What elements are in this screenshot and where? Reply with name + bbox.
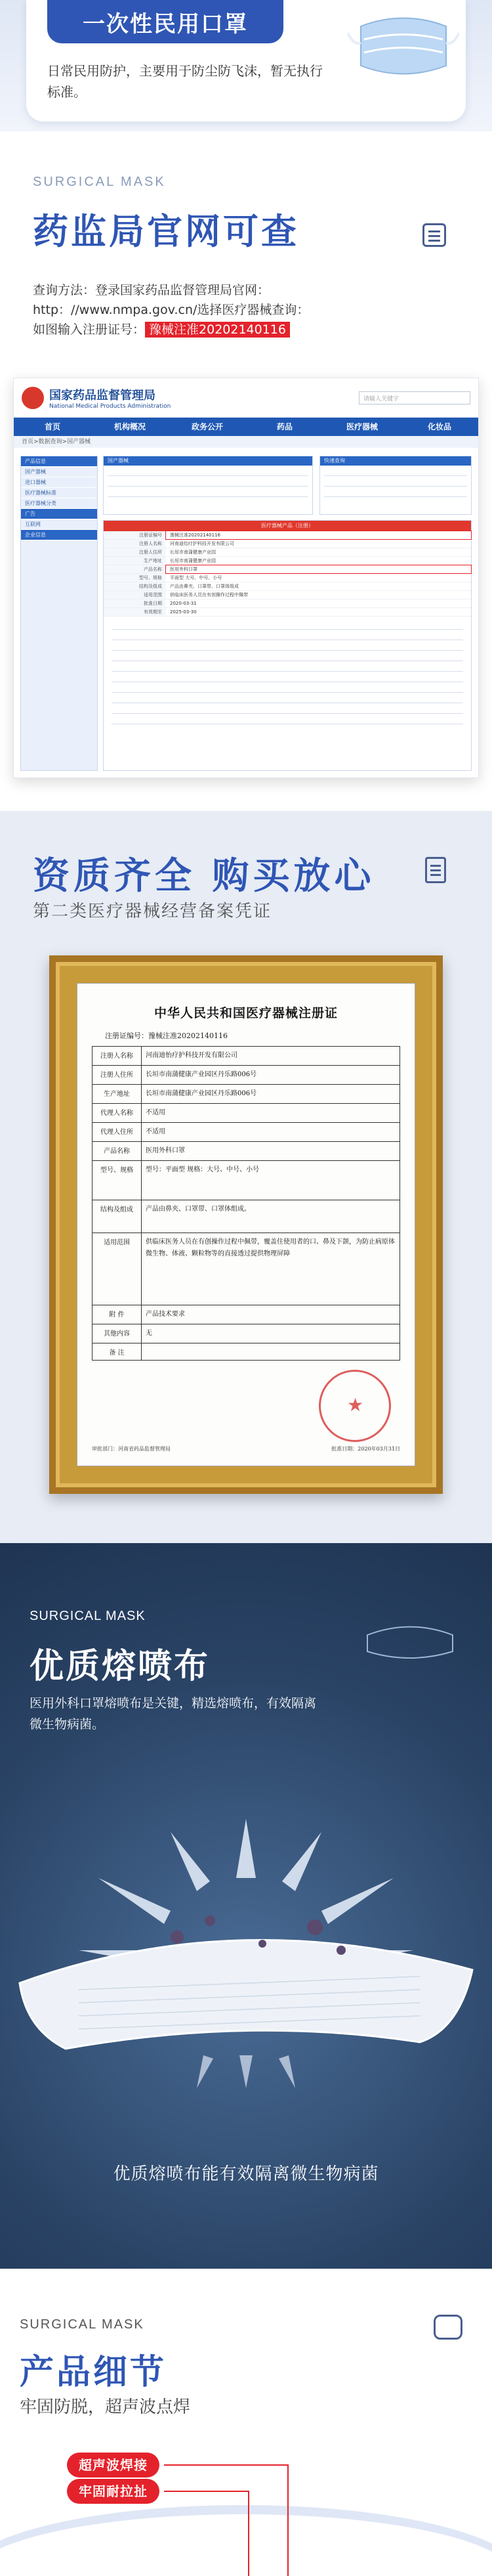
table-row: 注册人住所 长垣市南蒲健康产业园区丹乐路006号 bbox=[92, 1066, 400, 1085]
table-row: 注册人名称 河南迪怡疗护科技开发有限公司 bbox=[92, 1047, 400, 1066]
table-row: 生产地址 长垣市南蒲健康产业园区丹乐路006号 bbox=[92, 1085, 400, 1104]
query-line-2: http：//www.nmpa.gov.cn/选择医疗器械查询： bbox=[33, 303, 310, 317]
device-record-table bbox=[103, 520, 472, 771]
menu-item: 国产器械 bbox=[21, 467, 97, 477]
certificate-number: 注册证编号：豫械注准20202140116 bbox=[105, 1032, 228, 1040]
detail-tag: 牢固耐拉扯 bbox=[67, 2479, 159, 2504]
table-notes bbox=[104, 617, 471, 731]
nav-item: 首页 bbox=[44, 422, 60, 431]
product-details-section bbox=[0, 2269, 492, 2576]
table-row: 生产地址 长垣市南蒲健康产业园 bbox=[104, 557, 471, 565]
table-row: 注册人住所 长垣市南蒲健康产业园 bbox=[104, 548, 471, 557]
section-subtitle: 牢固防脱，超声波点焊 bbox=[20, 2397, 191, 2417]
section-eyebrow: SURGICAL MASK bbox=[30, 1609, 146, 1623]
certificate-footer bbox=[92, 1445, 400, 1452]
site-quick-search bbox=[319, 456, 472, 515]
nav-item: 医疗器械 bbox=[346, 422, 378, 431]
section-title: 药监局官网可查 bbox=[33, 211, 299, 252]
nmpa-query-section bbox=[0, 131, 492, 811]
query-line-3 bbox=[33, 320, 290, 339]
official-seal bbox=[319, 1370, 391, 1442]
table-row: 型号、规格 平面型 大号、中号、小号 bbox=[104, 574, 471, 582]
section-description: 医用外科口罩熔喷布是关键，精选熔喷布，有效隔离微生物病菌。 bbox=[30, 1696, 317, 1732]
menu-item: 医疗器械分类 bbox=[21, 498, 97, 509]
registration-number: 豫械注准20202140116 bbox=[145, 322, 290, 338]
query-line-1: 查询方法：登录国家药品监督管理局官网： bbox=[33, 283, 270, 297]
table-row: 型号、规格 型号：平面型 规格：大号、中号、小号 bbox=[92, 1161, 400, 1200]
menu-item: 企业信息 bbox=[21, 530, 97, 540]
site-name-en: National Medical Products Administration bbox=[49, 403, 171, 410]
query-line-3-label: 如图输入注册证号： bbox=[33, 322, 146, 337]
site-nav bbox=[14, 418, 478, 436]
table-row: 注册证编号 豫械注准20202140116 bbox=[104, 531, 471, 540]
certificate-paper bbox=[77, 983, 415, 1466]
table-row: 注册人名称 河南迪怡疗护科技开发有限公司 bbox=[104, 540, 471, 548]
site-breadcrumb: 首页>数据查询>国产器械 bbox=[14, 436, 478, 448]
nav-item: 政务公开 bbox=[191, 422, 223, 431]
table-row: 其他内容 无 bbox=[92, 1324, 400, 1343]
menu-item: 医疗器械标准 bbox=[21, 488, 97, 498]
nav-item: 机构概况 bbox=[113, 422, 146, 431]
table-row: 批准日期 2020-03-31 bbox=[104, 600, 471, 608]
product-type-description: 日常民用防护，主要用于防尘防飞沫，暂无执行标准。 bbox=[47, 63, 323, 100]
nmpa-logo-icon bbox=[22, 387, 44, 409]
certificate-frame bbox=[49, 955, 443, 1494]
site-left-menu bbox=[20, 456, 98, 771]
callout-line bbox=[164, 2491, 249, 2576]
table-row: 适用范围 供临床医务人员在有创操作过程中佩带 bbox=[104, 591, 471, 600]
section-eyebrow: SURGICAL MASK bbox=[33, 175, 166, 189]
table-row: 有效期至 2025-03-30 bbox=[104, 608, 471, 617]
detail-tag: 超声波焊接 bbox=[67, 2453, 159, 2478]
meltblown-illustration bbox=[0, 1779, 492, 2147]
table-row: 附 件 产品技术要求 bbox=[92, 1305, 400, 1324]
table-row: 备 注 bbox=[92, 1343, 400, 1360]
section-title: 资质齐全 购买放心 bbox=[33, 855, 375, 898]
menu-item: 互联网 bbox=[21, 519, 97, 530]
meltblown-caption: 优质熔喷布能有效隔离微生物病菌 bbox=[113, 2164, 379, 2184]
table-row: 代理人名称 不适用 bbox=[92, 1104, 400, 1123]
mask-face-icon bbox=[434, 2315, 462, 2340]
section-title: 产品细节 bbox=[20, 2353, 167, 2392]
document-icon bbox=[422, 223, 446, 247]
nmpa-website-screenshot bbox=[13, 378, 479, 778]
table-row: 结构及组成 产品由鼻夹、口罩带、口罩体组成。 bbox=[92, 1200, 400, 1233]
section-title: 优质熔喷布 bbox=[30, 1647, 211, 1686]
site-header bbox=[14, 378, 478, 418]
approval-authority: 审批部门：河南省药品监督管理局 bbox=[92, 1446, 171, 1452]
menu-item: 进口器械 bbox=[21, 477, 97, 488]
table-row: 产品名称 医用外科口罩 bbox=[104, 565, 471, 574]
nav-item: 药品 bbox=[276, 422, 293, 431]
table-row: 结构及组成 产品由鼻夹、口罩带、口罩体组成 bbox=[104, 582, 471, 591]
table-header: 医疗器械产品（注册） bbox=[104, 521, 471, 531]
table-row: 产品名称 医用外科口罩 bbox=[92, 1142, 400, 1161]
mask-image bbox=[348, 7, 459, 85]
menu-item: 产品信息 bbox=[21, 456, 97, 467]
panel-title: 快速查询 bbox=[320, 456, 471, 466]
menu-item: 广告 bbox=[21, 509, 97, 519]
product-type-title: 一次性民用口罩 bbox=[47, 0, 283, 43]
table-row: 适用范围 供临床医务人员在有创操作过程中佩带，覆盖住使用者的口、鼻及下颌，为防止病原体微生物、体液、颗粒物等的直接透过提供物理屏障 bbox=[92, 1233, 400, 1305]
site-search-input: 请输入关键字 bbox=[359, 391, 470, 404]
section-subtitle: 第二类医疗器械经营备案凭证 bbox=[33, 902, 272, 921]
site-name: 国家药品监督管理局 bbox=[49, 388, 155, 403]
mask-outline-icon bbox=[354, 1609, 466, 1668]
nav-item: 化妆品 bbox=[427, 422, 451, 431]
document-icon bbox=[425, 857, 446, 883]
approval-date: 批准日期：2020年03月31日 bbox=[331, 1446, 400, 1452]
certificate-title: 中华人民共和国医疗器械注册证 bbox=[154, 1006, 338, 1020]
certificate-table bbox=[92, 1046, 400, 1361]
section-eyebrow: SURGICAL MASK bbox=[20, 2317, 144, 2332]
intro-section bbox=[0, 0, 492, 131]
site-query-panel bbox=[103, 456, 313, 515]
panel-title: 国产器械 bbox=[104, 456, 312, 466]
table-row: 代理人住所 不适用 bbox=[92, 1123, 400, 1142]
meltblown-section bbox=[0, 1543, 492, 2269]
certificate-section bbox=[0, 811, 492, 1543]
